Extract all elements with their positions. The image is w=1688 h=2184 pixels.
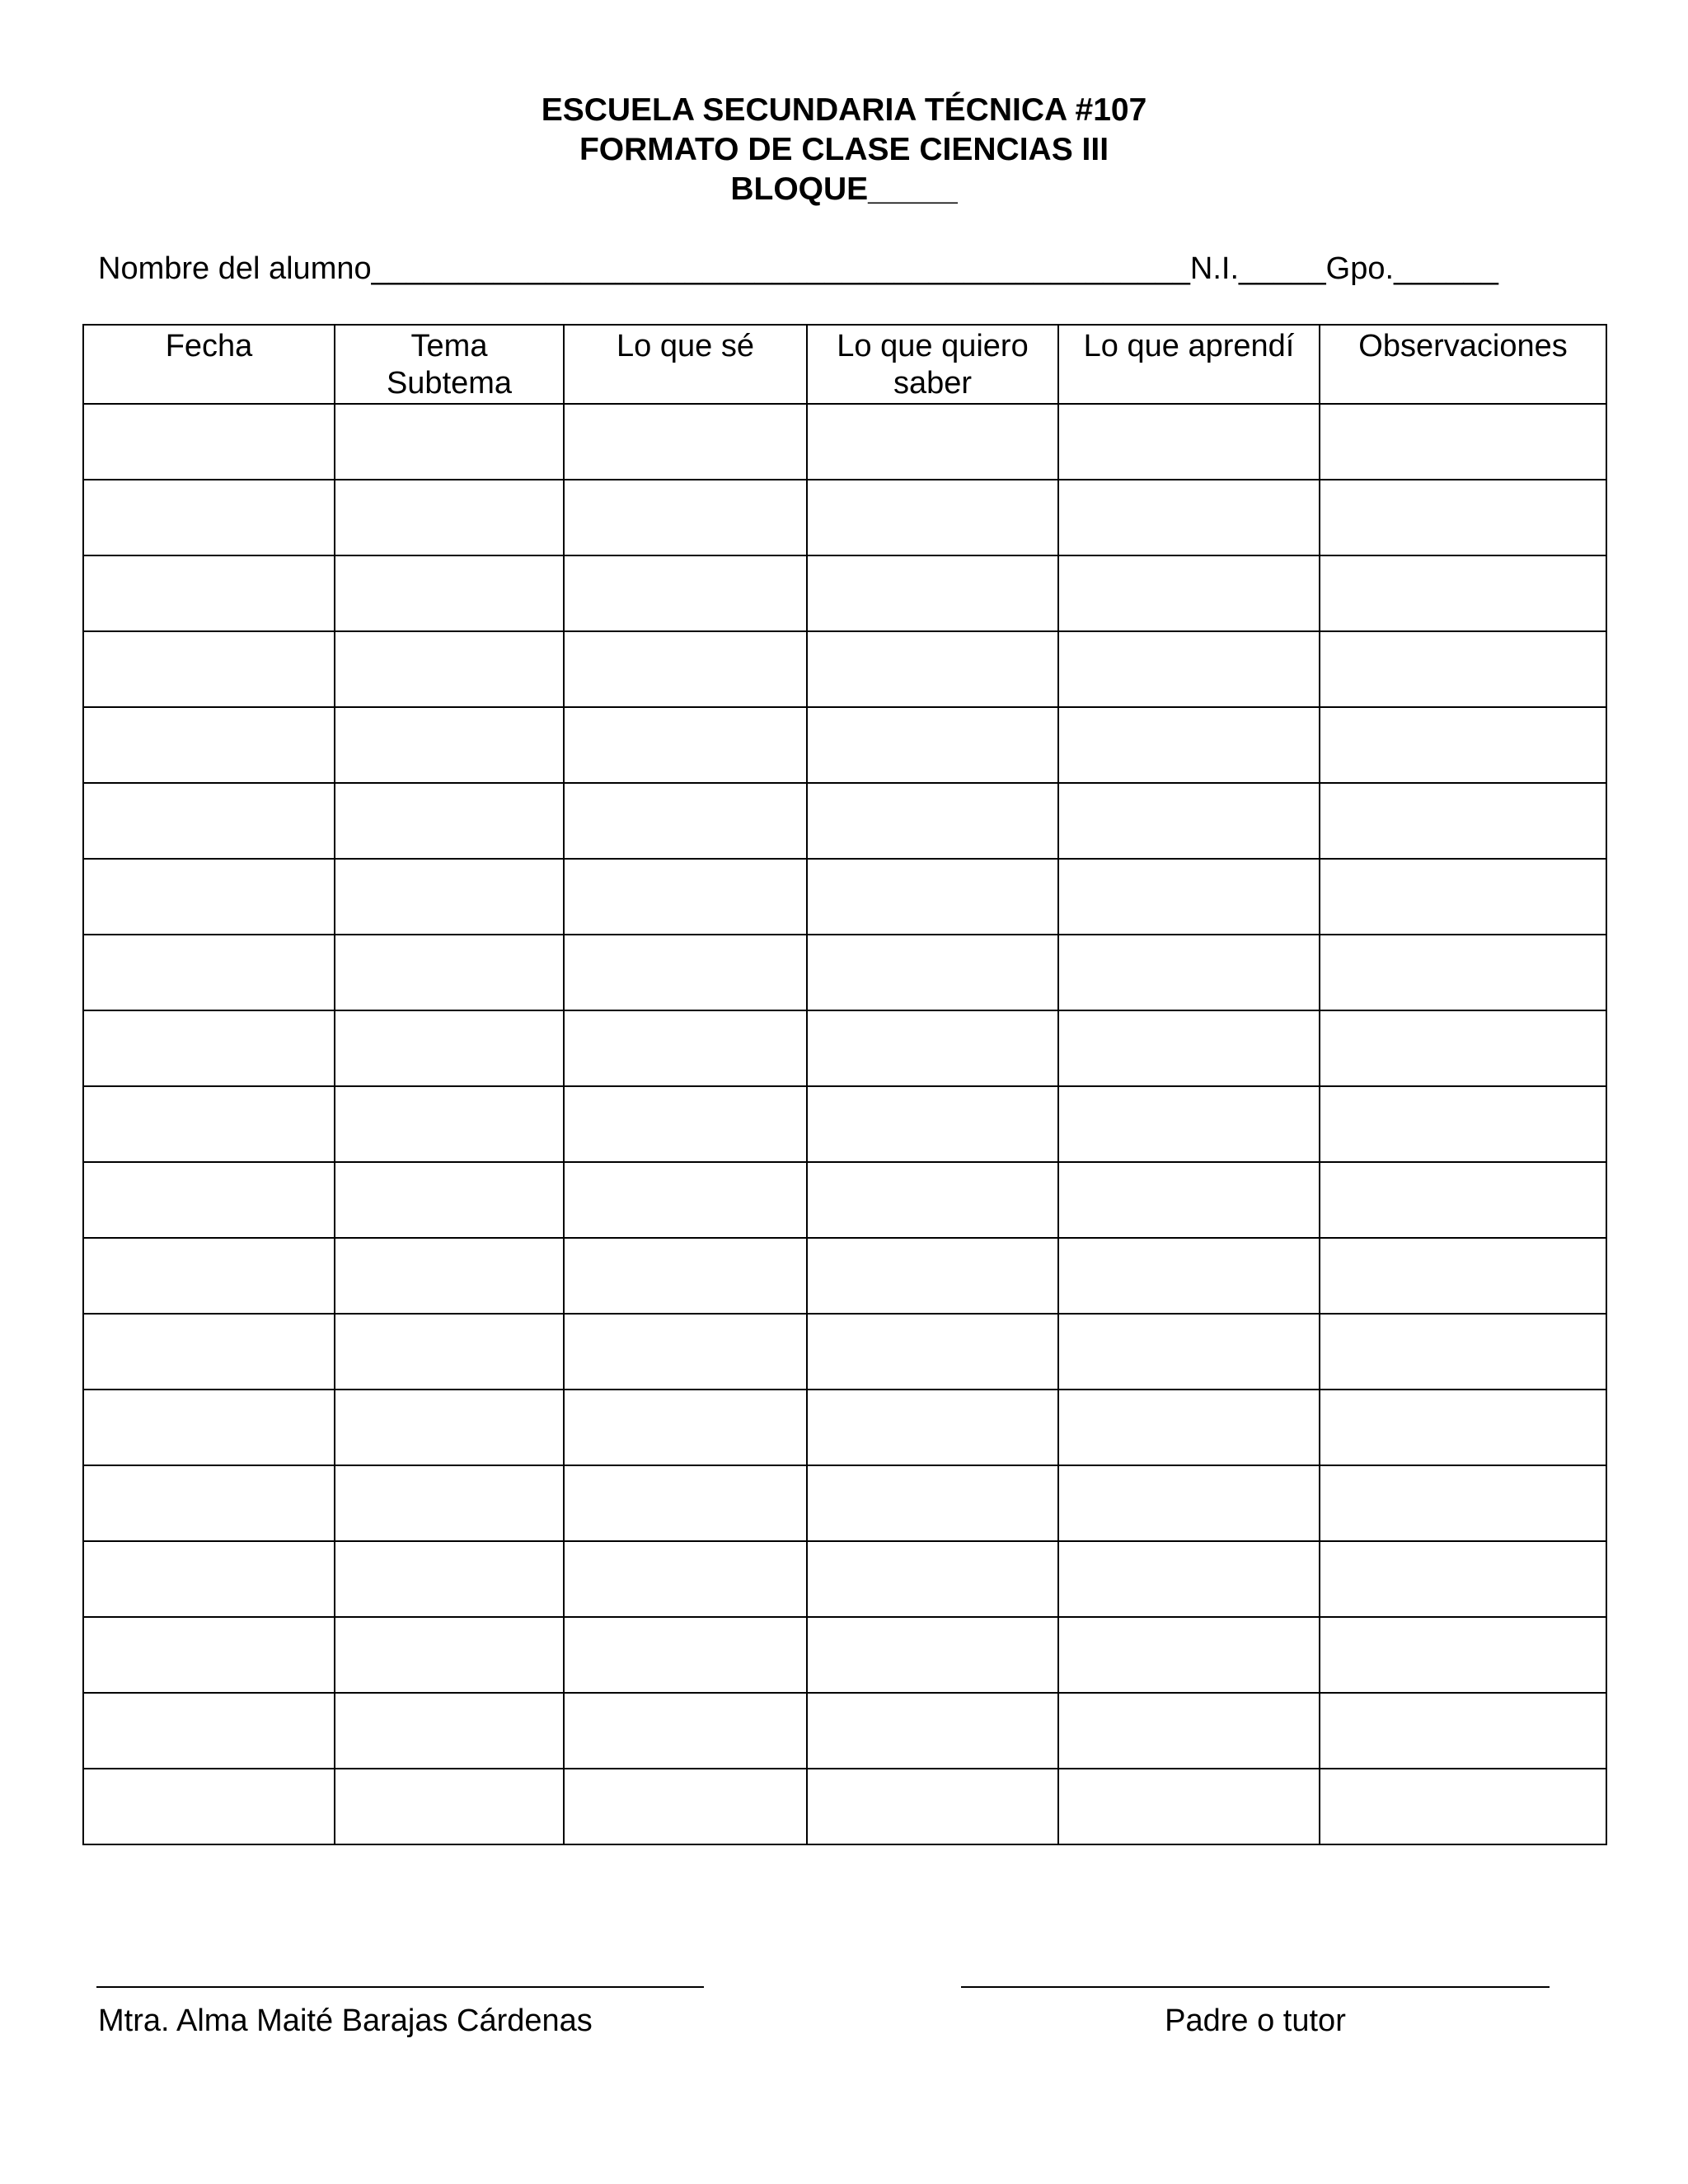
table-cell	[564, 1162, 807, 1238]
table-cell	[83, 1541, 335, 1617]
table-cell	[807, 1769, 1058, 1844]
table-cell	[1320, 404, 1606, 480]
table-cell	[1058, 1314, 1320, 1390]
table-cell	[335, 1390, 564, 1465]
table-row	[83, 1541, 1606, 1617]
table-cell	[564, 783, 807, 859]
table-cell	[83, 1465, 335, 1541]
block-field: BLOQUE_____	[730, 171, 958, 207]
table-cell	[83, 1769, 335, 1844]
table-row	[83, 555, 1606, 631]
table-cell	[807, 1162, 1058, 1238]
table-row	[83, 1617, 1606, 1693]
table-cell	[564, 859, 807, 935]
table-cell	[1058, 1010, 1320, 1086]
table-cell	[564, 1010, 807, 1086]
table-cell	[335, 859, 564, 935]
table-cell	[335, 1617, 564, 1693]
table-cell	[1058, 783, 1320, 859]
table-cell	[83, 1238, 335, 1314]
table-cell	[564, 1541, 807, 1617]
table-cell	[83, 1086, 335, 1162]
table-cell	[335, 555, 564, 631]
table-cell	[564, 480, 807, 555]
table-cell	[807, 1617, 1058, 1693]
table-cell	[83, 1010, 335, 1086]
table-cell	[564, 555, 807, 631]
table-cell	[83, 1693, 335, 1769]
table-row	[83, 707, 1606, 783]
table-cell	[1320, 555, 1606, 631]
table-cell	[1058, 1693, 1320, 1769]
table-cell	[807, 935, 1058, 1010]
teacher-name: Mtra. Alma Maité Barajas Cárdenas	[98, 2004, 593, 2038]
table-cell	[1058, 555, 1320, 631]
table-cell	[83, 1617, 335, 1693]
table-cell	[1058, 404, 1320, 480]
table-cell	[807, 1693, 1058, 1769]
table-row	[83, 859, 1606, 935]
table-cell	[807, 783, 1058, 859]
student-info-line: Nombre del alumno_______________________________________________N.I._____Gpo.______	[98, 251, 1498, 286]
table-cell	[1058, 707, 1320, 783]
class-log-table	[82, 324, 1607, 1845]
table-cell	[807, 1465, 1058, 1541]
table-cell	[1320, 1541, 1606, 1617]
format-title: FORMATO DE CLASE CIENCIAS III	[579, 132, 1109, 167]
table-cell	[564, 1617, 807, 1693]
table-cell	[1320, 1693, 1606, 1769]
column-header-fecha: Fecha	[83, 325, 335, 404]
table-cell	[335, 1010, 564, 1086]
table-cell	[335, 1769, 564, 1844]
table-cell	[83, 1390, 335, 1465]
table-cell	[1320, 1162, 1606, 1238]
table-cell	[564, 1390, 807, 1465]
table-cell	[335, 1465, 564, 1541]
table-cell	[83, 1162, 335, 1238]
table-cell	[335, 404, 564, 480]
table-cell	[1320, 1390, 1606, 1465]
table-cell	[807, 1541, 1058, 1617]
table-cell	[335, 1238, 564, 1314]
table-row	[83, 1010, 1606, 1086]
table-cell	[1320, 935, 1606, 1010]
table-cell	[1320, 1314, 1606, 1390]
guardian-signature-line	[961, 1986, 1550, 1988]
table-row	[83, 1769, 1606, 1844]
table-cell	[335, 1162, 564, 1238]
table-cell	[1058, 1617, 1320, 1693]
table-row	[83, 1238, 1606, 1314]
table-cell	[1320, 1010, 1606, 1086]
table-cell	[564, 1086, 807, 1162]
table-cell	[807, 631, 1058, 707]
table-cell	[1320, 1617, 1606, 1693]
table-body	[83, 404, 1606, 1844]
table-cell	[335, 1541, 564, 1617]
table-cell	[1058, 1162, 1320, 1238]
table-row	[83, 935, 1606, 1010]
column-header-observaciones: Observaciones	[1320, 325, 1606, 404]
teacher-signature-line	[96, 1986, 704, 1988]
table-row	[83, 1086, 1606, 1162]
table-cell	[83, 707, 335, 783]
table-cell	[1320, 480, 1606, 555]
table-cell	[83, 935, 335, 1010]
table-cell	[807, 480, 1058, 555]
table-cell	[807, 859, 1058, 935]
table-cell	[564, 631, 807, 707]
table-cell	[807, 1010, 1058, 1086]
table-cell	[564, 404, 807, 480]
table-cell	[564, 1238, 807, 1314]
table-cell	[1058, 1238, 1320, 1314]
column-header-lo-que-aprendi: Lo que aprendí	[1058, 325, 1320, 404]
table-cell	[1058, 631, 1320, 707]
table-row	[83, 1314, 1606, 1390]
table-cell	[807, 1314, 1058, 1390]
table-cell	[83, 404, 335, 480]
column-header-lo-que-quiero-saber: Lo que quiero saber	[807, 325, 1058, 404]
table-row	[83, 1390, 1606, 1465]
school-name: ESCUELA SECUNDARIA TÉCNICA #107	[541, 92, 1147, 128]
table-cell	[335, 935, 564, 1010]
table-cell	[1320, 859, 1606, 935]
table-cell	[1058, 859, 1320, 935]
table-cell	[807, 707, 1058, 783]
table-cell	[335, 783, 564, 859]
table-row	[83, 1162, 1606, 1238]
table-cell	[1320, 1086, 1606, 1162]
table-row	[83, 480, 1606, 555]
table-cell	[83, 555, 335, 631]
table-cell	[1320, 1238, 1606, 1314]
table-row	[83, 631, 1606, 707]
table-cell	[1320, 1769, 1606, 1844]
table-cell	[83, 480, 335, 555]
document-header	[0, 91, 1688, 209]
table-cell	[1320, 707, 1606, 783]
table-cell	[1058, 935, 1320, 1010]
table-cell	[1320, 631, 1606, 707]
table-cell	[807, 1086, 1058, 1162]
table-cell	[564, 1465, 807, 1541]
table-cell	[335, 631, 564, 707]
table-cell	[83, 1314, 335, 1390]
column-header-tema-subtema: Tema Subtema	[335, 325, 564, 404]
table-cell	[564, 935, 807, 1010]
table-row	[83, 404, 1606, 480]
table-cell	[1058, 1769, 1320, 1844]
table-row	[83, 1693, 1606, 1769]
table-cell	[807, 404, 1058, 480]
table-cell	[1058, 1541, 1320, 1617]
table-cell	[1058, 1390, 1320, 1465]
table-cell	[335, 707, 564, 783]
table-cell	[335, 1314, 564, 1390]
table-cell	[1058, 1086, 1320, 1162]
table-cell	[1320, 1465, 1606, 1541]
table-header-row	[83, 325, 1606, 404]
table-cell	[83, 631, 335, 707]
table-cell	[83, 859, 335, 935]
column-header-lo-que-se: Lo que sé	[564, 325, 807, 404]
table-cell	[807, 555, 1058, 631]
table-cell	[564, 707, 807, 783]
table-cell	[807, 1238, 1058, 1314]
table-cell	[564, 1769, 807, 1844]
table-row	[83, 783, 1606, 859]
table-cell	[807, 1390, 1058, 1465]
table-cell	[1320, 783, 1606, 859]
table-cell	[1058, 480, 1320, 555]
table-cell	[335, 480, 564, 555]
table-cell	[335, 1086, 564, 1162]
table-cell	[1058, 1465, 1320, 1541]
table-row	[83, 1465, 1606, 1541]
table-cell	[564, 1314, 807, 1390]
table-cell	[564, 1693, 807, 1769]
table-cell	[335, 1693, 564, 1769]
table-cell	[83, 783, 335, 859]
guardian-label: Padre o tutor	[1165, 2004, 1346, 2038]
